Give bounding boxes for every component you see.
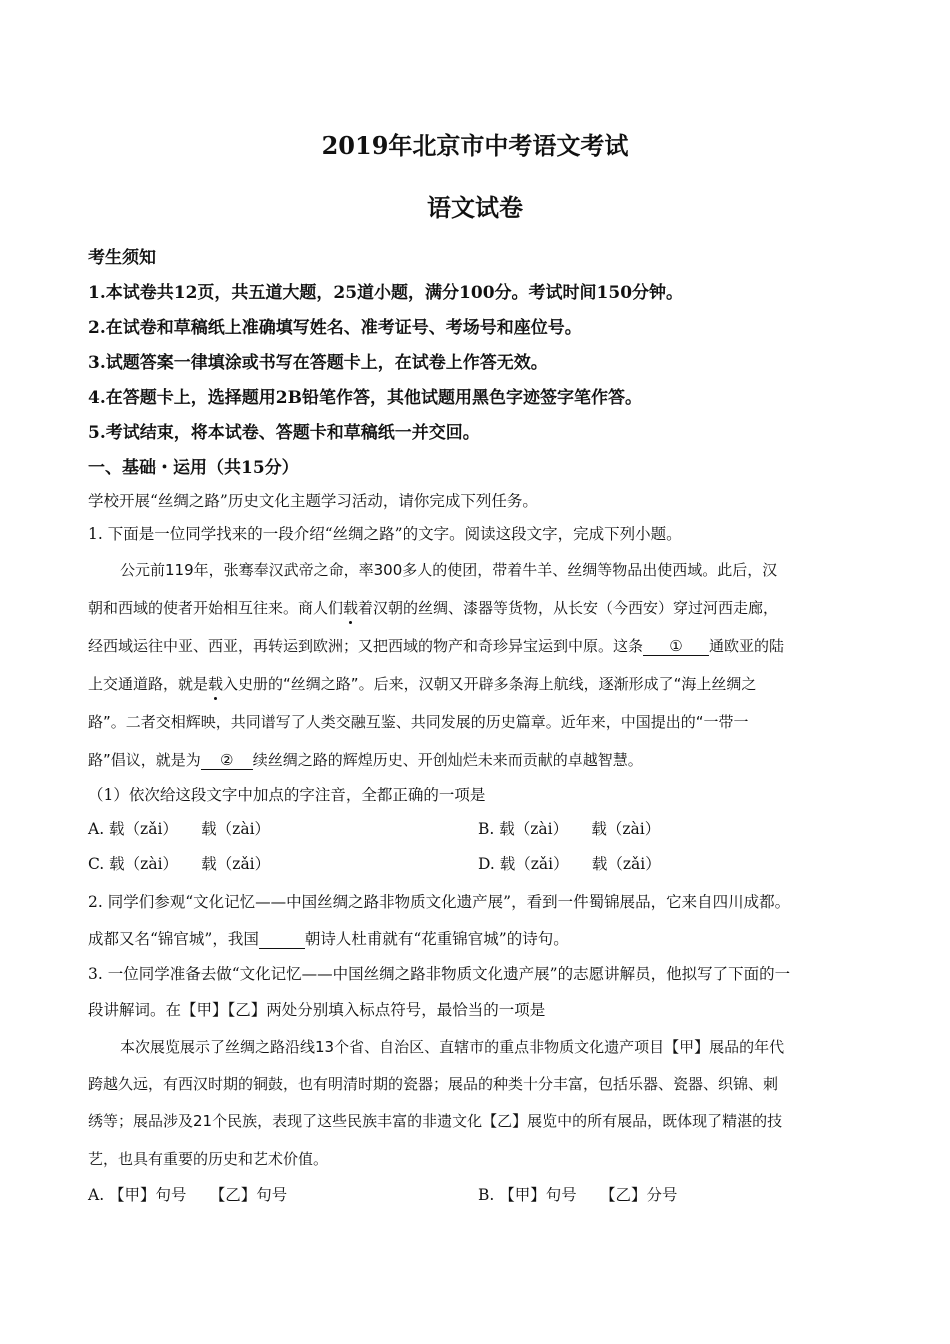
passage-line: 绣等；展品涉及21个民族，表现了这些民族丰富的非遗文化【乙】展览中的所有展品，既体现了精湛的技: [88, 1112, 783, 1130]
notice-heading: 考生须知: [88, 248, 156, 268]
option-c: C. 载（zài） 载（zǎi）: [88, 855, 271, 873]
option-a: A. 载（zǎi） 载（zài）: [88, 820, 271, 838]
passage-text: 入史册的“丝绸之路”。后来，汉朝又开辟多条海上航线，逐渐形成了“海上丝绸之: [223, 675, 757, 693]
passage-text: 着汉朝的丝绸、漆器等货物，从长安（今西安）穿过河西走廊，: [358, 599, 779, 617]
section-heading: 一、基础・运用（共15分）: [88, 458, 299, 478]
exam-subtitle: 语文试卷: [427, 193, 523, 222]
dotted-char: 载: [208, 675, 224, 693]
question-2-line: 2. 同学们参观“文化记忆——中国丝绸之路非物质文化遗产展”，看到一件蜀锦展品，它来自四川成都。: [88, 893, 791, 911]
option-d: D. 载（zǎi） 载（zǎi）: [478, 855, 661, 873]
passage-line: 跨越久远，有西汉时期的铜鼓，也有明清时期的瓷器；展品的种类十分丰富，包括乐器、瓷器、织锦、刺: [88, 1075, 779, 1093]
question-text: 成都又名“锦官城”，我国: [88, 930, 259, 948]
passage-text: 续丝绸之路的辉煌历史、开创灿烂未来而贡献的卓越智慧。: [252, 751, 643, 769]
passage-line: 本次展览展示了丝绸之路沿线13个省、自治区、直辖市的重点非物质文化遗产项目【甲】展品的年代: [120, 1038, 785, 1056]
passage-line: 公元前119年，张骞奉汉武帝之命，率300多人的使团，带着牛羊、丝绸等物品出使西域。此后，汉: [120, 561, 778, 579]
passage-line: [88, 749, 643, 770]
passage-line: [88, 597, 778, 618]
question-text: 朝诗人杜甫就有“花重锦官城”的诗句。: [304, 930, 569, 948]
notice-item: 4.在答题卡上，选择题用2B铅笔作答，其他试题用黑色字迹签字笔作答。: [88, 388, 642, 408]
passage-text: 朝和西域的使者开始相互往来。商人们: [88, 599, 344, 617]
blank-2: ②: [201, 751, 253, 770]
subquestion-1: （1）依次给这段文字中加点的字注音，全都正确的一项是: [88, 786, 486, 804]
option-a: A. 【甲】句号 【乙】句号: [88, 1186, 288, 1204]
blank-1: ①: [643, 637, 709, 656]
passage-line: 艺，也具有重要的历史和艺术价值。: [88, 1150, 329, 1168]
exam-title: 2019年北京市中考语文考试: [321, 131, 629, 160]
passage-text: 上交通道路，就是: [88, 675, 209, 693]
passage-text: 经西域运往中亚、西亚，再转运到欧洲；又把西域的物产和奇珍异宝运到中原。这条: [88, 637, 644, 655]
dotted-char: 载: [343, 599, 359, 617]
passage-line: [88, 635, 784, 656]
passage-text: 通欧亚的陆: [709, 637, 785, 655]
option-b: B. 【甲】句号 【乙】分号: [478, 1186, 678, 1204]
section-intro: 学校开展“丝绸之路”历史文化主题学习活动，请你完成下列任务。: [88, 492, 538, 510]
passage-line: [88, 673, 756, 694]
question-1-stem: 1. 下面是一位同学找来的一段介绍“丝绸之路”的文字。阅读这段文字，完成下列小题。: [88, 525, 682, 543]
passage-text: 路”倡议，就是为: [88, 751, 201, 769]
passage-line: 路”。二者交相辉映，共同谱写了人类交融互鉴、共同发展的历史篇章。近年来，中国提出的“一带一: [88, 713, 749, 731]
question-3-line: 3. 一位同学准备去做“文化记忆——中国丝绸之路非物质文化遗产展”的志愿讲解员，他拟写了下面的一: [88, 965, 791, 983]
answer-blank: [259, 930, 305, 949]
option-b: B. 载（zài） 载（zài）: [478, 820, 661, 838]
notice-item: 3.试题答案一律填涂或书写在答题卡上，在试卷上作答无效。: [88, 353, 548, 373]
question-3-line: 段讲解词。在【甲】【乙】两处分别填入标点符号，最恰当的一项是: [88, 1001, 546, 1019]
question-2-line: [88, 927, 569, 949]
notice-item: 2.在试卷和草稿纸上准确填写姓名、准考证号、考场号和座位号。: [88, 318, 582, 338]
notice-item: 5.考试结束，将本试卷、答题卡和草稿纸一并交回。: [88, 423, 480, 443]
notice-item: 1.本试卷共12页，共五道大题，25道小题，满分100分。考试时间150分钟。: [88, 283, 684, 303]
